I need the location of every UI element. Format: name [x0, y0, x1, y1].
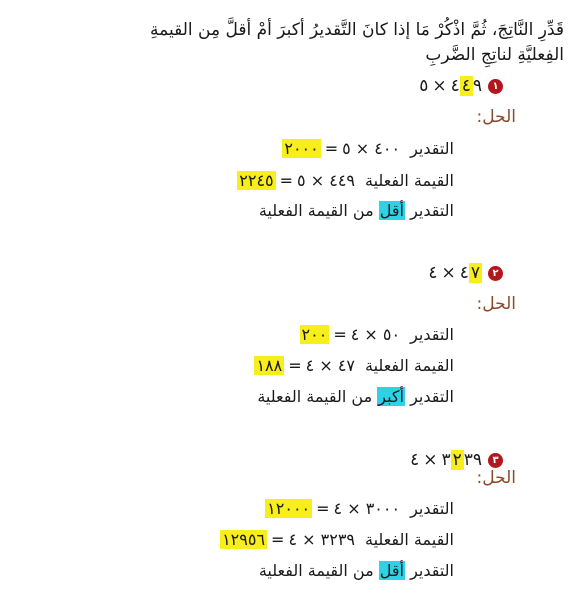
rounding-digit-highlight: ٧ — [470, 263, 480, 283]
problem-1-expression — [419, 76, 482, 96]
actual-value-line: القيمة الفعلية ١٢٩٥٦ = ٣٢٣٩ × ٤ — [222, 530, 454, 549]
problem-number-badge: ٢ — [488, 266, 503, 281]
comparison-word: أكبر — [378, 387, 404, 406]
conclusion-line: التقدير أكبر من القيمة الفعلية — [257, 387, 454, 406]
conclusion-line: التقدير أقل من القيمة الفعلية — [258, 201, 454, 220]
problem-number-badge: ٣ — [488, 453, 503, 468]
problem-2-header — [428, 263, 503, 283]
estimate-result: ١٢٠٠٠ — [267, 499, 311, 518]
problem-3-expression — [410, 450, 482, 470]
expr-operator: × — [432, 76, 447, 96]
estimate-result: ٢٠٠٠ — [284, 139, 319, 158]
expr-left: ٤ — [428, 263, 438, 283]
expr-number: ٣ ٢ ٣٩ — [441, 450, 482, 470]
estimate-line: التقدير ١٢٠٠٠ = ٣٠٠٠ × ٤ — [267, 499, 454, 518]
rounding-digit-highlight: ٢ — [452, 450, 462, 470]
actual-value-line: القيمة الفعلية ١٨٨ = ٤٧ × ٤ — [256, 356, 454, 375]
actual-result: ١٨٨ — [256, 356, 283, 375]
conclusion-line: التقدير أقل من القيمة الفعلية — [258, 561, 454, 580]
estimate-result: ٢٠٠ — [301, 325, 328, 344]
expr-number: ٤ ٤ ٩ — [450, 76, 482, 96]
actual-result: ٢٢٤٥ — [239, 171, 274, 190]
problem-number-badge: ١ — [488, 79, 503, 94]
estimate-line: التقدير ٢٠٠ = ٥٠ × ٤ — [301, 325, 454, 344]
solution-label: الحل: — [476, 468, 516, 488]
problem-1-header — [419, 76, 503, 96]
rounding-digit-highlight: ٤ — [461, 76, 471, 96]
expr-number: ٤ ٧ — [459, 263, 480, 283]
estimate-line: التقدير ٢٠٠٠ = ٤٠٠ × ٥ — [284, 139, 454, 158]
instruction-line-1: قَدِّرِ النَّاتِجَ، ثُمَّ اذْكُرْ مَا إذا كانَ التَّقديرُ أكبرَ أمْ أقلَّ مِن القيمةِ — [150, 20, 564, 40]
solution-label: الحل: — [476, 294, 516, 314]
actual-result: ١٢٩٥٦ — [222, 530, 266, 549]
expr-operator: × — [441, 263, 456, 283]
expr-left: ٥ — [419, 76, 429, 96]
instruction-line-2: الفِعليَّةِ لناتِجِ الضَّربِ — [425, 45, 564, 65]
solution-label: الحل: — [476, 107, 516, 127]
problem-3-header — [410, 450, 503, 470]
expr-operator: × — [423, 450, 438, 470]
problem-2-expression — [428, 263, 482, 283]
expr-left: ٤ — [410, 450, 420, 470]
comparison-word: أقل — [379, 201, 404, 220]
actual-value-line: القيمة الفعلية ٢٢٤٥ = ٤٤٩ × ٥ — [239, 171, 454, 190]
comparison-word: أقل — [379, 561, 404, 580]
